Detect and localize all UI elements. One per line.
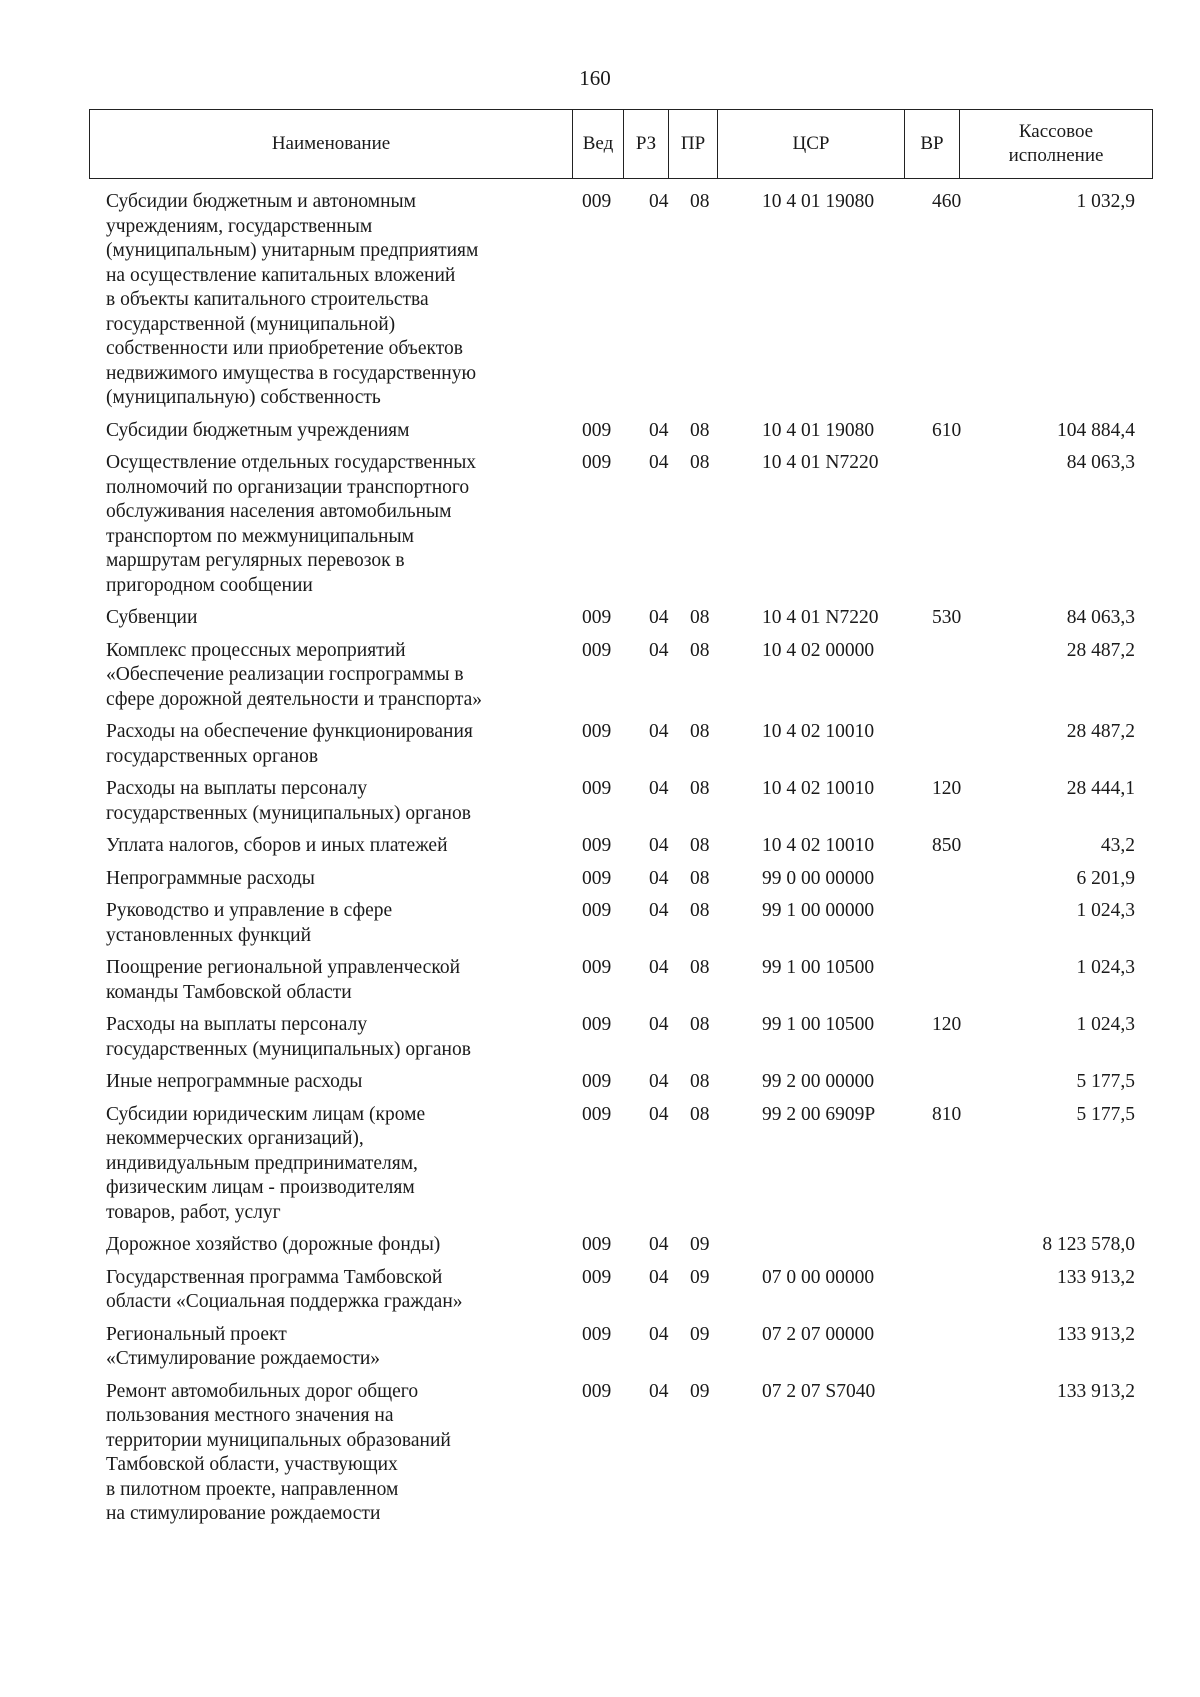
row-cash-sum: 104 884,4 — [1057, 419, 1135, 441]
row-pr: 09 — [690, 1323, 710, 1345]
row-pr: 08 — [690, 1071, 710, 1092]
row-name: Расходы на обеспечение функционирования государственных органов — [106, 721, 473, 767]
row-cash-sum: 133 913,2 — [1057, 1266, 1135, 1288]
row-name: Субсидии бюджетным учреждениям — [106, 419, 410, 441]
row-ved: 009 — [582, 639, 612, 661]
row-pr: 08 — [690, 1103, 710, 1125]
row-name: Непрограммные расходы — [106, 867, 315, 889]
row-pr: 08 — [690, 778, 710, 799]
row-rz: 04 — [649, 1380, 669, 1402]
row-csr: 07 0 00 00000 — [762, 1266, 875, 1288]
table-row — [0, 1103, 1200, 1226]
row-ved: 009 — [582, 1234, 612, 1255]
row-csr: 07 2 07 S7040 — [762, 1380, 876, 1402]
row-cash-sum: 5 177,5 — [1076, 1103, 1135, 1125]
row-pr: 08 — [690, 639, 710, 661]
row-name: Ремонт автомобильных дорог общего пользования местного значения на территории муниципальных образований Тамбовской области, участвующих в пилотном проекте, направленном на стимулирование рождаемости — [106, 1380, 451, 1524]
row-ved: 009 — [582, 900, 612, 921]
row-name: Субсидии бюджетным и автономным учреждениям, государственным (муниципальным) унитарным предприятиям на осуществление капитальных вложений в объекты капитального строительства государственной (муниципальной) собственности или приобретение объектов недвижимого имущества в государственную (муниципальную) собственность — [106, 191, 479, 408]
table-row — [0, 1380, 1200, 1527]
row-ved: 009 — [582, 957, 612, 978]
row-csr: 10 4 01 19080 — [762, 191, 875, 212]
row-rz: 04 — [649, 835, 669, 856]
table-row — [0, 190, 1200, 411]
table-row — [0, 451, 1200, 598]
table-row — [0, 419, 1200, 444]
row-pr: 09 — [690, 1234, 710, 1255]
table-row — [0, 777, 1200, 826]
row-pr: 09 — [690, 1380, 710, 1402]
row-csr: 99 0 00 00000 — [762, 867, 875, 889]
row-rz: 04 — [649, 191, 669, 212]
row-csr: 99 2 00 00000 — [762, 1071, 875, 1092]
row-cash-sum: 133 913,2 — [1057, 1323, 1135, 1345]
row-cash-sum: 6 201,9 — [1076, 867, 1135, 889]
header-rz: РЗ — [624, 110, 669, 179]
row-cash-sum: 84 063,3 — [1066, 607, 1135, 628]
row-rz: 04 — [649, 1071, 669, 1092]
row-cash-sum: 133 913,2 — [1057, 1380, 1135, 1402]
row-pr: 09 — [690, 1266, 710, 1288]
row-csr: 99 1 00 10500 — [762, 1014, 875, 1035]
row-vr: 530 — [932, 607, 962, 628]
row-cash-sum: 1 032,9 — [1076, 191, 1135, 212]
row-rz: 04 — [649, 1323, 669, 1345]
row-rz: 04 — [649, 452, 669, 473]
table-row — [0, 1266, 1200, 1315]
row-cash-sum: 1 024,3 — [1076, 1014, 1135, 1035]
row-vr: 120 — [932, 778, 962, 799]
row-ved: 009 — [582, 1266, 612, 1288]
row-rz: 04 — [649, 900, 669, 921]
row-ved: 009 — [582, 452, 612, 473]
row-name: Поощрение региональной управленческой команды Тамбовской области — [106, 957, 461, 1003]
row-ved: 009 — [582, 1071, 612, 1092]
row-csr: 10 4 02 10010 — [762, 778, 875, 799]
row-pr: 08 — [690, 419, 710, 441]
row-name: Субсидии юридическим лицам (кроме некоммерческих организаций), индивидуальным предпринимателям, физическим лицам - производителям товаров, работ, услуг — [106, 1103, 426, 1223]
row-pr: 08 — [690, 900, 710, 921]
row-cash-sum: 43,2 — [1100, 835, 1135, 856]
row-name: Дорожное хозяйство (дорожные фонды) — [106, 1234, 441, 1255]
row-rz: 04 — [649, 957, 669, 978]
row-ved: 009 — [582, 867, 612, 889]
row-pr: 08 — [690, 191, 710, 212]
row-name: Государственная программа Тамбовской области «Социальная поддержка граждан» — [106, 1266, 463, 1312]
table-header — [89, 109, 1153, 179]
header-ved: Вед — [573, 110, 624, 179]
row-rz: 04 — [649, 1103, 669, 1125]
row-name: Субвенции — [106, 607, 198, 628]
row-name: Расходы на выплаты персоналу государственных (муниципальных) органов — [106, 1014, 471, 1060]
row-name: Осуществление отдельных государственных полномочий по организации транспортного обслуживания населения автомобильным транспортом по межмуниципальным маршрутам регулярных перевозок в пригородном сообщении — [106, 452, 477, 596]
row-vr: 610 — [932, 419, 962, 441]
row-csr: 10 4 01 N7220 — [762, 452, 879, 473]
row-pr: 08 — [690, 607, 710, 628]
row-name: Региональный проект «Стимулирование рождаемости» — [106, 1323, 381, 1369]
row-ved: 009 — [582, 1380, 612, 1402]
row-pr: 08 — [690, 1014, 710, 1035]
row-ved: 009 — [582, 721, 612, 742]
row-ved: 009 — [582, 607, 612, 628]
row-ved: 009 — [582, 191, 612, 212]
row-rz: 04 — [649, 419, 669, 441]
table-row — [0, 1070, 1200, 1095]
row-cash-sum: 28 487,2 — [1066, 721, 1135, 742]
row-vr: 850 — [932, 835, 962, 856]
row-rz: 04 — [649, 1266, 669, 1288]
row-vr: 120 — [932, 1014, 962, 1035]
row-csr: 99 1 00 00000 — [762, 900, 875, 921]
table-row — [0, 899, 1200, 948]
row-ved: 009 — [582, 1103, 612, 1125]
row-vr: 810 — [932, 1103, 962, 1125]
row-cash-sum: 8 123 578,0 — [1042, 1234, 1135, 1255]
header-pr: ПР — [669, 110, 718, 179]
table-row — [0, 639, 1200, 713]
row-cash-sum: 84 063,3 — [1066, 452, 1135, 473]
table-row — [0, 956, 1200, 1005]
row-rz: 04 — [649, 721, 669, 742]
row-ved: 009 — [582, 419, 612, 441]
row-cash-sum: 5 177,5 — [1076, 1071, 1135, 1092]
row-name: Иные непрограммные расходы — [106, 1071, 363, 1092]
row-csr: 10 4 02 10010 — [762, 835, 875, 856]
table-row — [0, 1233, 1200, 1258]
row-csr: 99 1 00 10500 — [762, 957, 875, 978]
row-ved: 009 — [582, 1014, 612, 1035]
row-csr: 10 4 01 N7220 — [762, 607, 879, 628]
row-csr: 07 2 07 00000 — [762, 1323, 875, 1345]
row-cash-sum: 1 024,3 — [1076, 957, 1135, 978]
row-cash-sum: 1 024,3 — [1076, 900, 1135, 921]
row-rz: 04 — [649, 778, 669, 799]
row-name: Руководство и управление в сфере установленных функций — [106, 900, 393, 946]
table-row — [0, 1013, 1200, 1062]
row-csr: 99 2 00 6909P — [762, 1103, 876, 1125]
row-csr: 10 4 02 10010 — [762, 721, 875, 742]
row-ved: 009 — [582, 778, 612, 799]
row-rz: 04 — [649, 639, 669, 661]
row-pr: 08 — [690, 867, 710, 889]
page-number: 160 — [579, 66, 611, 90]
row-rz: 04 — [649, 867, 669, 889]
row-cash-sum: 28 444,1 — [1066, 778, 1135, 799]
row-rz: 04 — [649, 1234, 669, 1255]
row-name: Уплата налогов, сборов и иных платежей — [106, 835, 448, 856]
header-name: Наименование — [90, 110, 573, 179]
row-csr: 10 4 01 19080 — [762, 419, 875, 441]
table-row — [0, 834, 1200, 859]
table-row — [0, 867, 1200, 892]
row-name: Расходы на выплаты персоналу государственных (муниципальных) органов — [106, 778, 471, 824]
table-row — [0, 720, 1200, 769]
row-rz: 04 — [649, 1014, 669, 1035]
row-pr: 08 — [690, 721, 710, 742]
header-vr: ВР — [905, 110, 960, 179]
row-cash-sum: 28 487,2 — [1066, 639, 1135, 661]
row-pr: 08 — [690, 957, 710, 978]
row-csr: 10 4 02 00000 — [762, 639, 875, 661]
row-vr: 460 — [932, 191, 962, 212]
row-name: Комплекс процессных мероприятий «Обеспечение реализации госпрограммы в сфере дорожной деятельности и транспорта» — [106, 639, 483, 710]
row-pr: 08 — [690, 452, 710, 473]
row-ved: 009 — [582, 835, 612, 856]
row-pr: 08 — [690, 835, 710, 856]
row-rz: 04 — [649, 607, 669, 628]
header-cash: Кассовое исполнение — [960, 110, 1153, 179]
header-csr: ЦСР — [718, 110, 905, 179]
table-row — [0, 1323, 1200, 1372]
table-row — [0, 606, 1200, 631]
table-body — [0, 190, 1200, 1535]
row-ved: 009 — [582, 1323, 612, 1345]
